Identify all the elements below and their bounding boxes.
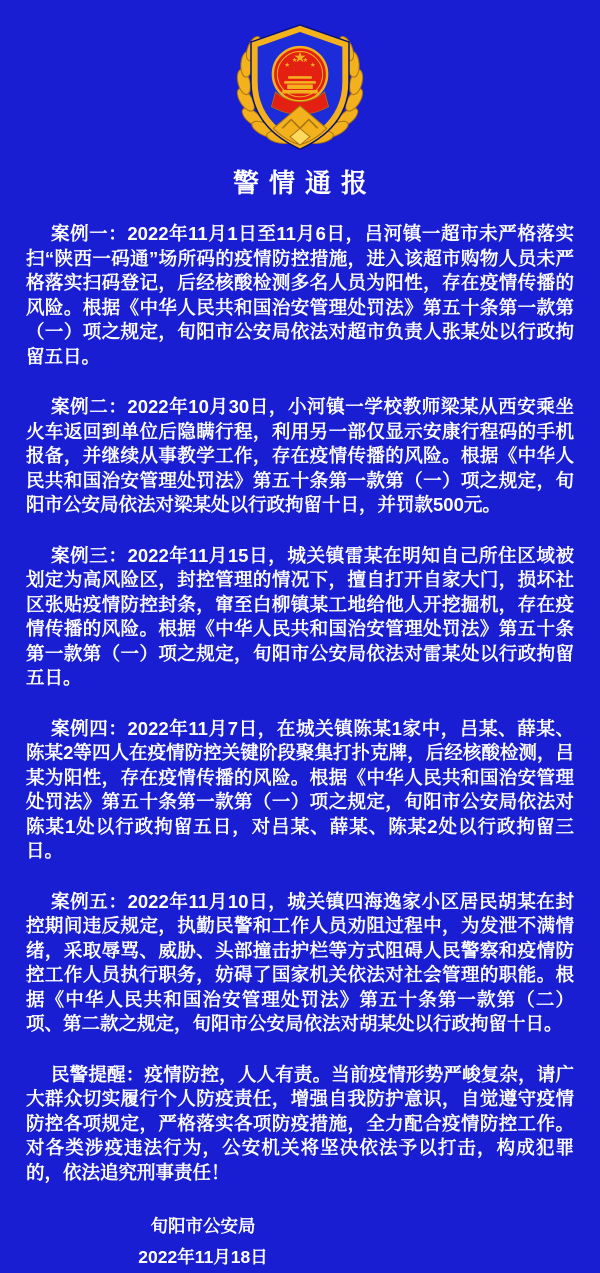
case-5-paragraph: 案例五：2022年11月10日，城关镇四海逸家小区居民胡某在封控期间违反规定，执勤民警和工作人员劝阻过程中，为发泄不满情绪，采取辱骂、威胁、头部撞击护栏等方式阻碍人民警察和疫情防控工作人员执行职务，妨碍了国家机关依法对社会管理的职能。根据《中华人民共和国治安管理处罚法》第五十条第一款第（二）项、第二款之规定，旬阳市公安局依法对胡某处以行政拘留十日。 xyxy=(26,890,574,1034)
case-1-paragraph: 案例一：2022年11月1日至11月6日，吕河镇一超市未严格落实扫“陕西一码通”场所码的疫情防控措施，进入该超市购物人员未严格落实扫码登记，后经核酸检测多名人员为阳性，存在疫情传播的风险。根据《中华人民共和国治安管理处罚法》第五十条第一款第（一）项之规定，旬阳市公安局依法对超市负责人张某处以行政拘留五日。 xyxy=(26,223,574,367)
case-2-paragraph: 案例二：2022年10月30日，小河镇一学校教师梁某从西安乘坐火车返回到单位后隐瞒行程，利用另一部仅显示安康行程码的手机报备，并继续从事教学工作，存在疫情传播的风险。根据《中华人民共和国治安管理处罚法》第五十条第一款第（一）项之规定，旬阳市公安局依法对梁某处以行政拘留十日，并罚款500元。 xyxy=(26,396,574,515)
case-4-paragraph: 案例四：2022年11月7日，在城关镇陈某1家中，吕某、薛某、陈某2等四人在疫情防控关键阶段聚集打扑克牌，后经核酸检测，吕某为阳性，存在疫情传播的风险。根据《中华人民共和国治安管理处罚法》第五十条第一款第（一）项之规定，旬阳市公安局依法对陈某1处以行政拘留五日，对吕某、薛某、陈某2处以行政拘留三日。 xyxy=(26,717,574,861)
police-reminder-paragraph: 民警提醒：疫情防控，人人有责。当前疫情形势严峻复杂，请广大群众切实履行个人防疫责任，增强自我防护意识，自觉遵守疫情防控各项规定，严格落实各项防疫措施，全力配合疫情防控工作。对各类涉疫违法行为，公安机关将坚决依法予以打击，构成犯罪的，依法追究刑事责任！ xyxy=(26,1063,574,1183)
notice-body xyxy=(26,222,574,1185)
case-3-paragraph: 案例三：2022年11月15日，城关镇雷某在明知自己所住区域被划定为高风险区，封控管理的情况下，擅自打开自家大门，损坏社区张贴疫情防控封条，窜至白柳镇某工地给他人开挖掘机，存在疫情传播的风险。根据《中华人民共和国治安管理处罚法》第五十条第一款第（一）项之规定，旬阳市公安局依法对雷某处以行政拘留五日。 xyxy=(26,544,574,688)
signature-org: 旬阳市公安局 xyxy=(150,1216,256,1236)
emblem-container xyxy=(26,26,574,148)
china-police-badge-icon xyxy=(235,26,365,148)
page-title: 警情通报 xyxy=(232,168,377,198)
signature-date: 2022年11月18日 xyxy=(138,1247,268,1267)
signature-block xyxy=(118,1211,288,1273)
